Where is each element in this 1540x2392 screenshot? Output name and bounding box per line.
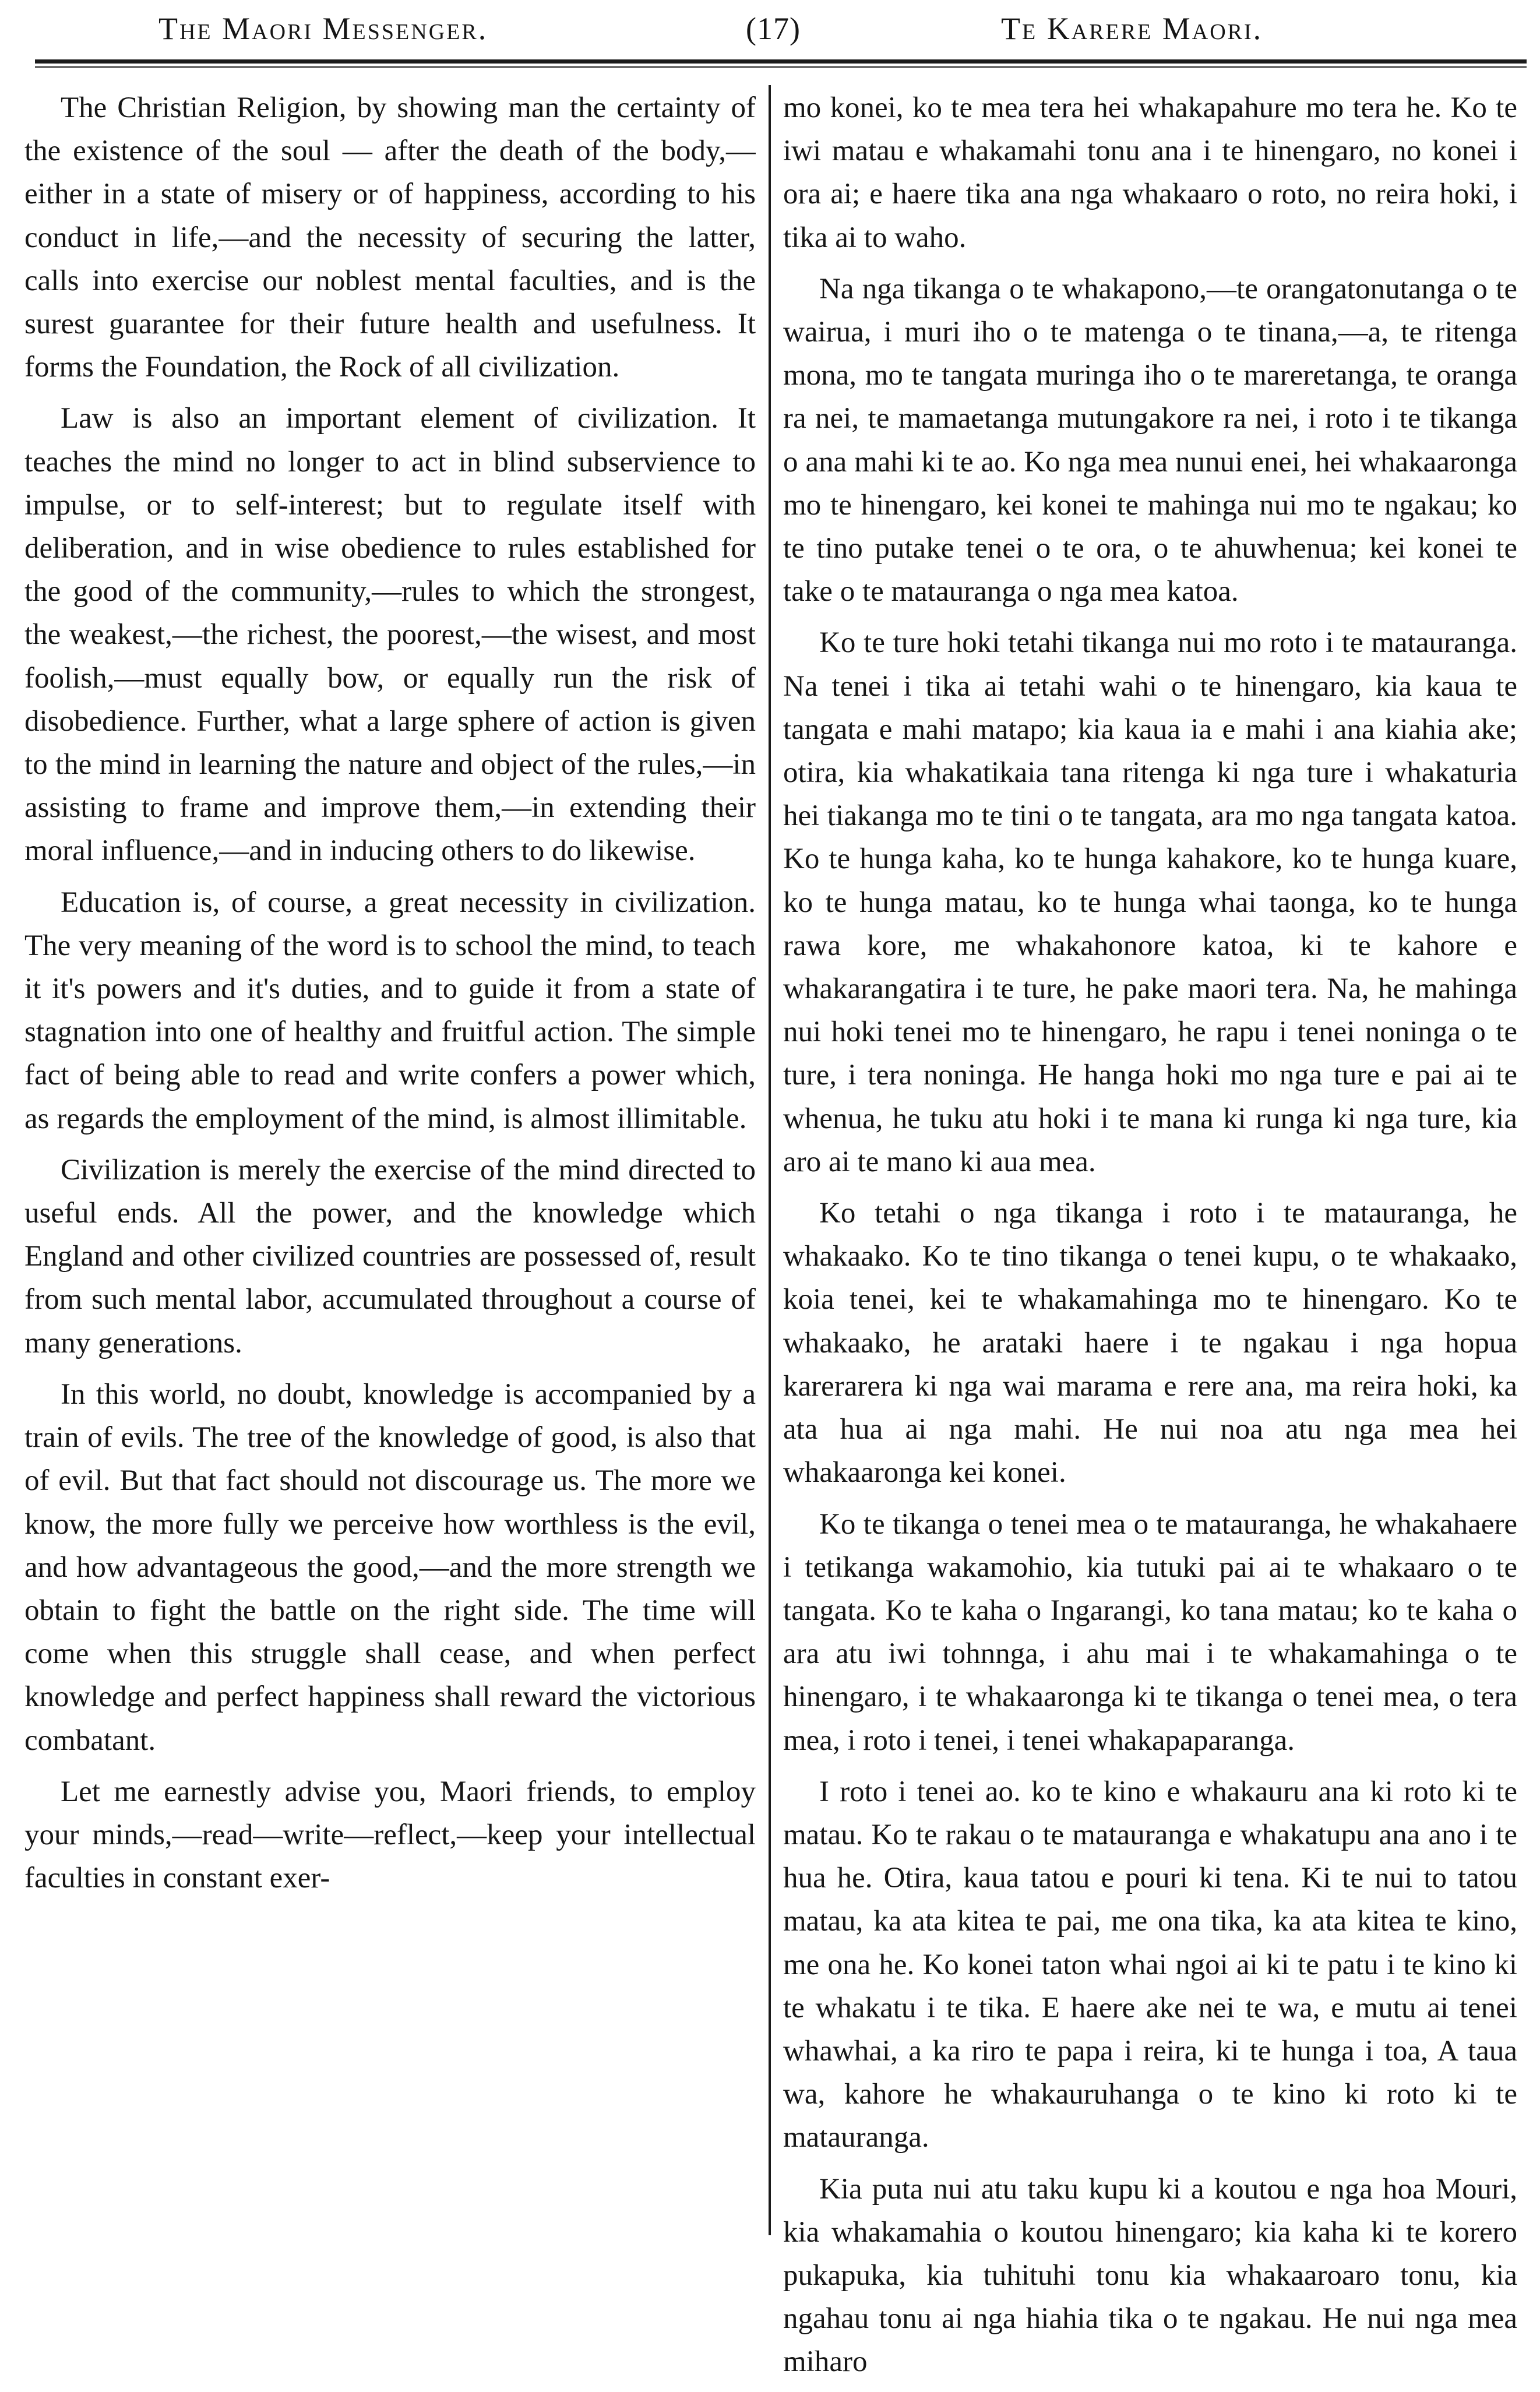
paragraph-kupu: Kia puta nui atu taku kupu ki a koutou e nga hoa Mouri, kia whakamahia o koutou hinengaro; kia kaha ki te korero pukapuka, kia tuhituhi tonu kia whakaaroaro tonu, kia ngahau tonu ai nga hiahia tika o te ngakau. He nui nga mea miharo: [783, 2172, 1517, 2379]
paragraph-whakapono: Na nga tikanga o te whakapono,—te orangatonutanga o te wairua, i muri iho o te matenga o te tinana,—a, te ritenga mona, mo te tangata muringa iho o te mareretanga, te oranga ra nei, te mamaetanga mutungakore ra nei, i roto i te tikanga o ana mahi ki te ao. Ko nga mea nunui enei, hei whakaaronga mo te hinengaro, kei konei te mahinga nui mo te ngakau; ko te tino putake tenei o te ora, o te ahuwhenua; kei konei te take o te matauranga o nga mea katoa.: [783, 272, 1517, 608]
paragraph-education: Education is, of course, a great necessity in civilization. The very meaning of the word is to school the mind, to teach it it's powers and it's duties, and to guide it from a state of stagnation into one of healthy and fruitful action. The simple fact of being able to read and write confers a power which, as regards the employment of the mind, is almost illimitable.: [24, 886, 756, 1135]
paragraph-continuation: mo konei, ko te mea tera hei whakapahure mo tera he. Ko te iwi matau e whakamahi tonu ana i te hinengaro, no konei i ora ai; e haere tika ana nga whakaaro o roto, no reira hoki, i tika ai to waho.: [783, 91, 1517, 254]
maori-column: [783, 86, 1517, 2392]
masthead-english: The Maori Messenger.: [158, 11, 488, 46]
header-rule-thick: [35, 59, 1527, 64]
paragraph-advice: Let me earnestly advise you, Maori friends, to employ your minds,—read—write—reflect,—keep your intellectual faculties in constant exer-: [24, 1775, 756, 1895]
paragraph-knowledge: In this world, no doubt, knowledge is accompanied by a train of evils. The tree of the knowledge of good, is also that of evil. But that fact should not discourage us. The more we know, the more fully we perceive how worthless is the evil, and how advantageous the good,—and the more strength we obtain to fight the battle on the right side. The time will come when this struggle shall cease, and when perfect knowledge and perfect happiness shall reward the victorious combatant.: [24, 1378, 756, 1757]
english-column: [24, 86, 756, 1908]
paragraph-ture: Ko te ture hoki tetahi tikanga nui mo roto i te matauranga. Na tenei i tika ai tetahi wahi o te hinengaro, kia kaua te tangata e mahi matapo; kia kaua ia e mahi i ana kiahia ake; otira, kia whakatikaia tana ritenga ki nga ture i whakaturia hei tiakanga mo te tini o te tangata, ara mo nga tangata katoa. Ko te hunga kaha, ko te hunga kahakore, ko te hunga kuare, ko te hunga matau, ko te hunga whai taonga, ko te hunga rawa kore, me whakahonore katoa, ki te kahore e whakarangatira i te ture, he pake maori tera. Na, he mahinga nui hoki tenei mo te hinengaro, he rapu i tenei noninga o te ture, i tera noninga. He hanga hoki mo nga ture e pai ai te whenua, he tuku atu hoki i te mana ki runga ki nga ture, kia aro ai te mano ki aua mea.: [783, 626, 1517, 1178]
paragraph-law: Law is also an important element of civilization. It teaches the mind no longer to act in blind subservience to impulse, or to self-interest; but to regulate itself with deliberation, and in wise obedience to rules established for the good of the community,—rules to which the strongest, the weakest,—the richest, the poorest,—the wisest, and most foolish,—must equally bow, or equally run the risk of disobedience. Further, what a large sphere of action is given to the mind in learning the nature and object of the rules,—in assisting to frame and improve them,—in extending their moral influence,—and in inducing others to do likewise.: [24, 402, 756, 868]
paragraph-civilization: Civilization is merely the exercise of the mind directed to useful ends. All the power, and the knowledge which England and other civilized countries are possessed of, result from such mental labor, accumulated throughout a course of many generations.: [24, 1153, 756, 1359]
paragraph-religion: The Christian Religion, by showing man the certainty of the existence of the soul — after the death of the body,—either in a state of misery or of happiness, according to his conduct in life,—and the necessity of securing the latter, calls into exercise our noblest mental faculties, and is the surest guarantee for their future health and usefulness. It forms the Foundation, the Rock of all civilization.: [24, 91, 756, 384]
paragraph-kino: I roto i tenei ao. ko te kino e whakauru ana ki roto ki te matau. Ko te rakau o te matauranga e whakatupu ana ano i te hua he. Otira, kaua tatou e pouri ki tena. Ki te nui to tatou matau, ka ata kitea te pai, me ona tika, ka ata kitea te kino, me ona he. Ko konei taton whai ngoi ai ki te patu i te kino ki te whakatu i te tika. E haere ake nei te wa, e mutu ai tenei whawhai, a ka riro te papa i reira, ki te hunga i toa, A taua wa, kahore he whakauruhanga o te kino ki roto ki te matauranga.: [783, 1775, 1517, 2154]
paragraph-matauranga: Ko te tikanga o tenei mea o te matauranga, he whakahaere i tetikanga wakamohio, kia tutuki pai ai te whakaaro o te tangata. Ko te kaha o Ingarangi, ko tana matau; ko te kaha o ara atu iwi tohnnga, i ahu mai i te whakamahinga o te hinengaro, i te whakaaronga ki te tikanga o tenei mea, o tera mea, i roto i tenei, i tenei whakapaparanga.: [783, 1507, 1517, 1757]
paragraph-whakaako: Ko tetahi o nga tikanga i roto i te matauranga, he whakaako. Ko te tino tikanga o tenei kupu, o te whakaako, koia tenei, kei te whakamahinga mo te hinengaro. Ko te whakaako, he arataki haere i te ngakau i nga hopua karerarera ki nga wai marama e rere ana, ma reira hoki, ka ata hua ai nga mahi. He nui noa atu nga mea hei whakaaronga kei konei.: [783, 1197, 1517, 1489]
page-header: [0, 0, 1540, 58]
column-divider: [769, 85, 771, 2235]
masthead-maori: Te Karere Maori.: [1001, 11, 1263, 46]
header-rule-thin: [35, 66, 1527, 68]
page-number: (17): [746, 11, 801, 46]
